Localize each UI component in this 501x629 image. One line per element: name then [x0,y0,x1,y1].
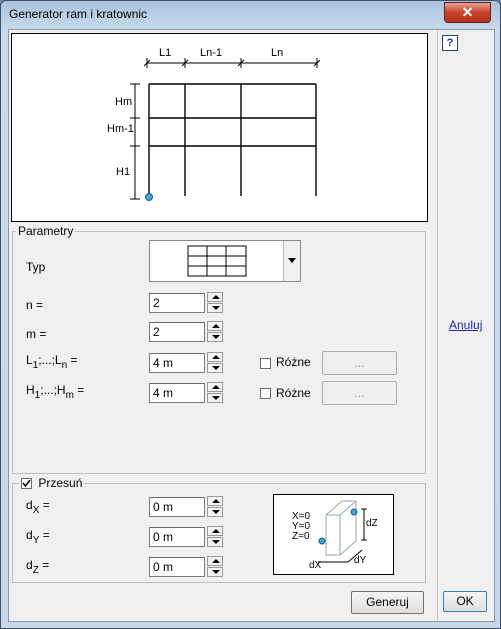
spin-up-icon[interactable] [207,292,223,302]
l-rozne-checkbox[interactable] [260,358,271,369]
coord-y: Y=0 [292,521,311,532]
l-label [26,353,78,371]
dy-input[interactable] [149,527,205,547]
spin-down-icon[interactable] [207,393,223,403]
coord-x: X=0 [292,511,311,522]
spin-up-icon[interactable] [207,496,223,506]
offset-cube-diagram [274,495,393,574]
n-label: n = [26,298,44,312]
spin-down-icon[interactable] [207,507,223,517]
title-bar [1,1,500,29]
h-rozne-checkbox[interactable] [260,388,271,399]
l-label-sub2: n [61,360,68,371]
m-spin[interactable] [207,321,223,343]
chevron-down-icon [284,241,300,281]
window-title: Generator ram i kratownic [9,7,148,21]
m-input[interactable] [149,322,205,342]
close-button[interactable]: ✕ [444,2,491,23]
l-input[interactable] [149,353,205,373]
offset-illustration [273,494,394,575]
dy-mark: dY [354,555,367,566]
dz-label: $d_Z$ = [26,558,50,576]
przesun-legend-wrap [19,476,84,490]
l-label-main: L [26,353,33,367]
parametry-legend: Parametry [18,224,74,238]
spin-down-icon[interactable] [207,363,223,373]
dx-input[interactable] [149,497,205,517]
n-spin[interactable] [207,292,223,314]
h-dots-button[interactable]: ... [322,381,397,405]
l-label-sub1: 1 [32,360,39,371]
label-l1: L1 [159,47,172,59]
side-panel [437,31,492,620]
l-rozne-label: Różne [276,355,311,369]
spin-up-icon[interactable] [207,382,223,392]
h-label-eq: = [73,383,85,397]
spin-down-icon[interactable] [207,537,223,547]
typ-label: Typ [26,260,46,274]
spin-down-icon[interactable] [207,332,223,342]
n-input[interactable] [149,293,205,313]
przesun-checkbox[interactable] [21,478,32,489]
h-label-main: H [26,383,35,397]
dz-label-sub: Z [32,565,39,576]
spin-up-icon[interactable] [207,352,223,362]
generuj-button[interactable]: Generuj [351,591,424,614]
help-button[interactable]: ? [442,35,458,51]
dz-label-main: d [26,558,33,572]
l-dots-button[interactable]: ... [322,351,397,375]
spin-up-icon[interactable] [207,321,223,331]
h-spin[interactable] [207,382,223,404]
dy-spin[interactable] [207,526,223,548]
frame-type-icon [187,245,247,277]
przesun-label: Przesuń [38,476,83,490]
dy-label-sub: Y [32,535,40,546]
l-label-mid: ;...;L [38,353,62,367]
typ-dropdown-arrow[interactable] [283,241,300,281]
spin-up-icon[interactable] [207,526,223,536]
label-ln: Ln [271,47,284,59]
dx-spin[interactable] [207,496,223,518]
h-label-sub2: m [65,390,74,401]
dy-label: $d_Y$ = [26,528,50,546]
ok-button[interactable]: OK [443,591,487,612]
dz-spin[interactable] [207,556,223,578]
m-label: m = [26,327,47,341]
dx-label: $d_X$ = [26,498,50,516]
h-input[interactable] [149,383,205,403]
anuluj-link[interactable]: Anuluj [449,318,483,332]
typ-combobox[interactable] [149,240,301,282]
label-hm: Hm [115,96,133,108]
dy-label-main: d [26,528,33,542]
label-h1: H1 [116,166,131,178]
dz-mark: dZ [366,518,378,529]
dx-label-main: d [26,498,33,512]
spin-up-icon[interactable] [207,556,223,566]
dx-label-sub: X [32,505,40,516]
origin-node-icon [146,194,153,201]
l-spin[interactable] [207,352,223,374]
l-label-eq: = [67,353,78,367]
dz-input[interactable] [149,557,205,577]
checkmark-icon [22,479,31,488]
h-label-mid: ;...;H [40,383,66,397]
main-panel [10,31,437,620]
frame-diagram [12,34,427,221]
label-ln-1: Ln-1 [200,47,223,59]
dialog-client-area [8,29,495,622]
h-label-sub1: 1 [34,390,41,401]
h-rozne-label: Różne [276,386,311,400]
label-hm-1: Hm-1 [107,123,134,135]
spin-down-icon[interactable] [207,303,223,313]
spin-down-icon[interactable] [207,567,223,577]
dx-mark: dX [309,560,322,571]
frame-preview [11,33,428,222]
h-label [26,383,85,401]
coord-z: Z=0 [292,531,310,542]
target-node-icon [351,509,357,515]
origin-node-icon [319,538,325,544]
